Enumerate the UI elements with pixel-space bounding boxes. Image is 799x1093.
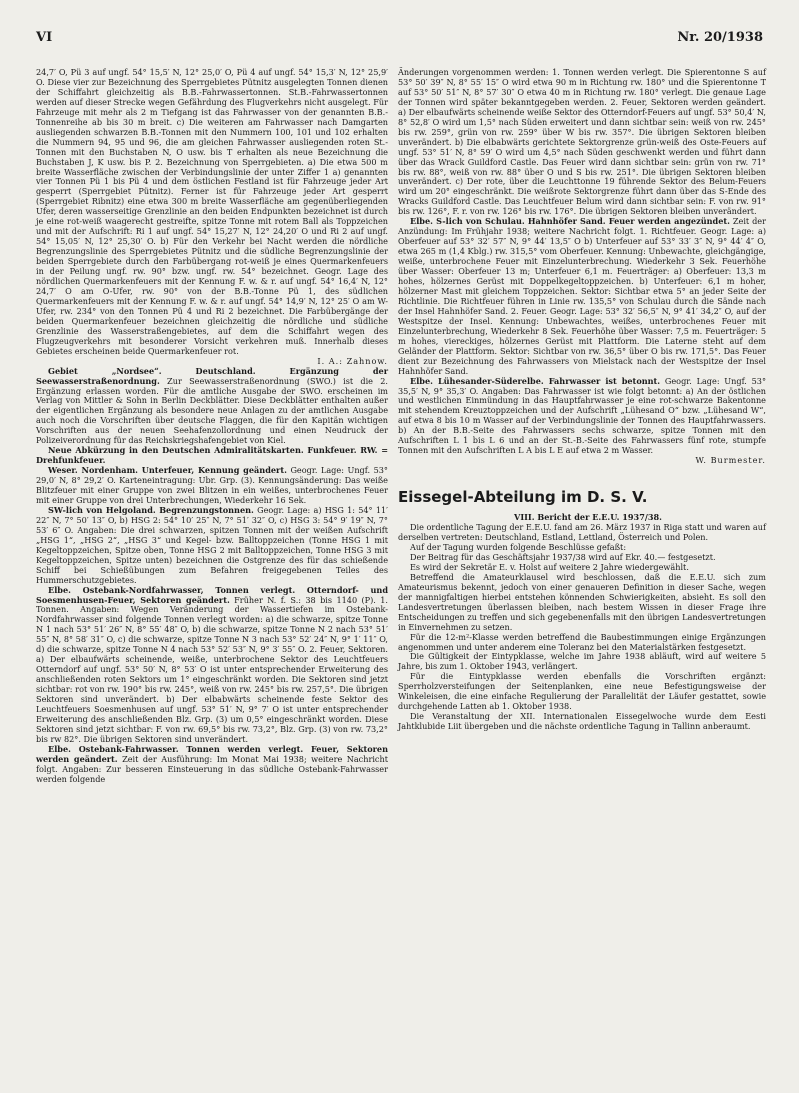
paragraph: Für die Eintypklasse werden ebenfalls die Vorschriften ergänzt: Sperrholzversteifungen der Seitenplanken, eine neue Befestigungsweise der Winkeleisen, die eine einfache Regulierung der Parallelität der Läufer gestattet, sowie durchgehende Latten ab 1. Oktober 1938.	[398, 671, 766, 712]
notice	[36, 466, 388, 506]
notice-body: Geogr. Lage: Ungf. 53° 29,0′ N, 8° 29,2′ O. Karteneintragung: Ubr. Grp. (3). Kennungsänderung: Das weiße Blitzfeuer mit einer Gruppe von zwei Blitzen in ein weißes, unterbrochenes Feuer mit einer Gruppe von drei Unterbrechungen, Wiederkehr 16 Sek.	[36, 465, 388, 505]
paragraph: Betreffend die Amateurklausel wird beschlossen, daß die E.E.U. sich zum Amateurismus bekennt, jedoch von einer genaueren Definition in dieser Sache, wegen der mannigfaltigen hierbei entstehen könnenden Schwierigkeiten, absieht. Es soll den Landesvertretungen überlassen bleiben, nach bestem Wissen in dieser Frage ihre Entscheidungen zu treffen und sich gegebenenfalls mit den übrigen Landesvertretungen in Einvernehmen zu setzen.	[398, 571, 766, 632]
notice	[398, 217, 766, 376]
paragraph: 24,7′ O, Pü 3 auf ungf. 54° 15,5′ N, 12° 25,0′ O, Pü 4 auf ungf. 54° 15,3′ N, 12° 25,9′ O. Diese vier zur Bezeichnung des Sperrgebietes Pütnitz ausgelegten Tonnen dienen der Schiffahrt gleichzeitig als B.B.-Fahrwassertonnen. St.B.-Fahrwassertonnen werden auf dieser Strecke wegen Gefährdung des Flugverkehrs nicht ausgelegt. Für Fahrzeuge mit mehr als 2 m Tiefgang ist das Fahrwasser von der genannten B.B.-Tonnenreihe ab bis 30 m breit. c) Die weiteren am Fahrwasser nach Damgarten ausliegenden schwarzen B.B.-Tonnen mit den Nummern 100, 101 und 102 erhalten die Nummern 94, 95 und 96, die am gleichen Fahrwasser ausliegenden roten St.-Tonnen mit den Buchstaben N, O usw. bis T erhalten als neue Bezeichnung die Buchstaben J, K usw. bis P. 2. Bezeichnung von Sperrgebieten. a) Die etwa 500 m breite Wasserfläche zwischen der Verbindungslinie der unter Ziffer 1 a) genannten vier Tonnen Pü 1 bis Pü 4 und dem östlichen Festland ist für Fahrzeuge jeder Art gesperrt (Sperrgebiet Pütnitz). Ferner ist für Fahrzeuge jeder Art gesperrt (Sperrgebiet Ribnitz) eine etwa 300 m breite Wasserfläche am gegenüberliegenden Ufer, deren wasserseitige Grenzlinie an den beiden Endpunkten bezeichnet ist durch je eine rot-weiß waagerecht gestreifte, spitze Tonne mit rotem Ball als Toppzeichen und mit der Aufschrift: Ri 1 auf ungf. 54° 15,27′ N, 12° 24,20′ O und Ri 2 auf ungf. 54° 15,05′ N, 12° 25,30′ O. b) Für den Verkehr bei Nacht werden die nördliche Begrenzungslinie des Sperrgebietes Pütnitz und die südliche Begrenzungslinie der beiden Sperrgebiete durch den Farbübergang rot-weiß je eines Quermarkenfeuers in der Peilung ungf. rw. 90° bzw. ungf. rw. 54° bezeichnet. Geogr. Lage des nördlichen Quermarkenfeuers mit der Kennung F. w. & r. auf ungf. 54° 16,4′ N, 12° 24,7′ O am O-Ufer, rw. 90° von der B.B.-Tonne Pü 1, des südlichen Quermarkenfeuers mit der Kennung F. w. & r. auf ungf. 54° 14,9′ N, 12° 25′ O am W-Ufer, rw. 234° von den Tonnen Pü 4 und Ri 2 bezeichnet. Die Farbübergänge der beiden Quermarkenfeuer bezeichnen gleichzeitig die nördliche und südliche Grenzlinie des Wasserstraßengebietes, auf dem die Schiffahrt wegen des Flugzeugverkehrs mit besonderer Vorsicht verkehren muß. Innerhalb dieses Gebietes erscheinen beide Quermarkenfeuer rot.	[36, 67, 388, 356]
notice-heading: Weser. Nordenham. Unterfeuer, Kennung geändert.	[48, 465, 287, 476]
paragraph: Auf der Tagung wurden folgende Beschlüsse gefaßt:	[410, 541, 627, 552]
signature: I. A.: Zahnow.	[317, 355, 388, 366]
notice-body: Geogr. Lage: Ungf. 53° 35,5′ N, 9° 35,3′ O. Angaben: Das Fahrwasser ist wie folgt betonnt: a) An der östlichen und westlichen Einmündung in das Hauptfahrwasser je eine rot-schwarze Bakentonne mit stehendem Kreuztoppzeichen und der Aufschrift „Lühesand O“ bzw. „Lühesand W“, auf etwa 8 bis 10 m Wasser auf der Verbindungslinie der Tonnen des Hauptfahrwassers. b) An der B.B.-Seite des Fahrwassers sechs schwarze, spitze Tonnen mit den Aufschriften L 1 bis L 6 und an der St.-B.-Seite des Fahrwassers fünf rote, stumpfe Tonnen mit den Aufschriften L A bis L E auf etwa 2 m Wasser.	[398, 375, 767, 456]
notice-heading: SW-lich von Helgoland. Begrenzungstonnen.	[48, 504, 254, 515]
notice-heading: Neue Abkürzung in den Deutschen Admiralitätskarten. Funkfeuer. RW. = Drehfunkfeuer.	[36, 445, 388, 466]
notice-heading: Elbe. Lühesander-Süderelbe. Fahrwasser ist betonnt.	[410, 375, 661, 386]
report-subtitle: VIII. Bericht der E.E.U. 1937/38.	[514, 512, 662, 523]
paragraph: Der Beitrag für das Geschäftsjahr 1937/38 wird auf Ekr. 40.— festgesetzt.	[410, 551, 716, 562]
notice-body: Zur Seewasserstraßenordnung (SWO.) ist die 2. Ergänzung erlassen worden. Für die amtliche Ausgabe der SWO. erscheinen im Verlag von Mittler & Sohn in Berlin Deckblätter. Diese Deckblätter enthalten außer der eigentlichen Ergänzung als besondere neue Anlagen zu der amtlichen Ausgabe auch noch die Vorschriften über deutsche Flaggen, die für den Kapitän wichtigen Vorschriften aus der neuen Seehafenzollordnung und einen Neudruck der Polizeiverordnung für das Reichskriegshafengebiet von Kiel.	[36, 375, 388, 446]
notice	[36, 745, 388, 785]
notice-heading: Gebiet „Nordsee“. Deutschland. Ergänzung der Seewasserstraßenordnung.	[36, 365, 388, 386]
issue-number: Nr. 20/1938	[677, 30, 763, 45]
paragraph: Für die 12-m²-Klasse werden betreffend die Baubestimmungen einige Ergänzungen angenommen und unter anderem eine Toleranz bei den Materialstärken festgesetzt.	[398, 631, 766, 652]
page-header	[36, 30, 763, 52]
notice	[36, 367, 388, 447]
notice-heading: Elbe. Ostebank-Fahrwasser. Tonnen werden verlegt. Feuer, Sektoren werden geändert.	[36, 743, 388, 764]
paragraph: Die ordentliche Tagung der E.E.U. fand am 26. März 1937 in Riga statt und waren auf derselben vertreten: Deutschland, Estland, Lettland, Österreich und Polen.	[398, 522, 766, 543]
notice-body: Geogr. Lage: a) HSG 1: 54° 11′ 22″ N, 7° 50′ 13″ O, b) HSG 2: 54° 10′ 25″ N, 7° 51′ 32″ O, c) HSG 3: 54° 9′ 19″ N, 7° 53′ 6″ O. Angaben: Die drei schwarzen, spitzen Tonnen mit der weißen Aufschrift „HSG 1“, „HSG 2“, „HSG 3“ und Kegel- bzw. Balltoppzeichen (Tonne HSG 1 mit Kegeltoppzeichen, Spitze oben, Tonne HSG 2 mit Balltoppzeichen, Tonne HSG 3 mit Kegeltoppzeichen, Spitze unten) bezeichnen die Ostgrenze des für das schießende Schiff bei Schießübungen zum Befahren freigegebenen Teiles des Hummerschutzgebietes.	[36, 504, 388, 585]
signature: W. Burmester.	[695, 455, 766, 466]
notice	[36, 446, 388, 466]
notice-heading: Elbe. Ostebank-Nordfahrwasser, Tonnen verlegt. Otterndorf- und Soesmenhusen-Feuer, Sektoren geändert.	[36, 584, 388, 605]
paragraph: Die Veranstaltung der XII. Internationalen Eissegelwoche wurde dem Eesti Jahtklubide Liit übergeben und die nächste ordentliche Tagung in Tallinn anberaumt.	[398, 711, 766, 732]
page-number: VI	[36, 30, 53, 45]
right-column	[398, 68, 766, 732]
notice	[398, 377, 766, 457]
notice-body: Zeit der Ausführung: Im Monat Mai 1938; weitere Nachricht folgt. Angaben: Zur besseren Einsteuerung in das südliche Ostebank-Fahrwasser werden folgende	[36, 753, 388, 784]
section-title: Eissegel-Abteilung im D. S. V.	[398, 488, 648, 507]
notice-body: Zeit der Anzündung: Im Frühjahr 1938; weitere Nachricht folgt. 1. Richtfeuer. Geogr. Lage: a) Oberfeuer auf 53° 32′ 57″ N, 9° 44′ 13,5″ O b) Unterfeuer auf 53° 33′ 3″ N, 9° 44′ 4″ O, etwa 265 m (1,4 Kblg.) rw. 315,5° vom Oberfeuer. Kennung: Unbewachte, gleichgängige, weiße, unterbrochene Feuer mit Einzelunterbrechung. Wiederkehr 3 Sek. Feuerhöhe über Wasser: Oberfeuer 13 m; Unterfeuer 6,1 m. Feuerträger: a) Oberfeuer: 13,3 m hohes, hölzernes Gerüst mit Doppelkegeltoppzeichen. b) Unterfeuer: 6,1 m hoher, hölzerner Mast mit gleichem Toppzeichen. Sektor: Sichtbar etwa 5° an jeder Seite der Richtlinie. Die Richtfeuer führen in Linie rw. 135,5° von Schulau durch die Sände nach der Insel Hahnhöfer Sand. 2. Feuer. Geogr. Lage: 53° 32′ 56,5″ N, 9° 41′ 34,2″ O, auf der Westspitze der Insel. Kennung: Unbewachtes, weißes, unterbrochenes Feuer mit Einzelunterbrechung, Wiederkehr 8 Sek. Feuerhöhe über Wasser: 7,5 m. Feuerträger: 5 m hohes, viereckiges, hölzernes Gerüst mit Plattform. Die Laterne steht auf dem Geländer der Plattform. Sektor: Sichtbar von rw. 36,5° über O bis rw. 171,5°. Das Feuer dient zur Bezeichnung des Fahrwassers von Mielstack nach der Westspitze der Insel Hahnhöfer Sand.	[398, 216, 766, 376]
notice-body: Früher N. f. S.: 38 bis 1140 (P). 1. Tonnen. Angaben: Wegen Veränderung der Wassertiefen im Ostebank-Nordfahrwasser sind folgende Tonnen verlegt worden: a) die schwarze, spitze Tonne N 1 nach 53° 51′ 26″ N, 8° 55′ 48″ O, b) die schwarze, spitze Tonne N 2 nach 53° 51′ 55″ N, 8° 58′ 31″ O, c) die schwarze, spitze Tonne N 3 nach 53° 52′ 24″ N, 9° 1′ 11″ O, d) die schwarze, spitze Tonne N 4 nach 53° 52′ 53″ N, 9° 3′ 55″ O. 2. Feuer, Sektoren. a) Der elbaufwärts scheinende, weiße, unterbrochene Sektor des Leuchtfeuers Otterndorf auf ungf. 53° 50′ N, 8° 53′ O ist unter entsprechender Erweiterung des anschließenden roten Sektors um 1° eingeschränkt worden. Die Sektoren sind jetzt sichtbar: rot von rw. 190° bis rw. 245°, weiß von rw. 245° bis rw. 257,5°. Die übrigen Sektoren sind unverändert. b) Der elbabwärts scheinende feste Sektor des Leuchtfeuers Soesmenhusen auf ungf. 53° 51′ N, 9° 7′ O ist unter entsprechender Erweiterung des anschließenden Blz. Grp. (3) um 0,5° eingeschränkt worden. Diese Sektoren sind jetzt sichtbar: F. von rw. 69,5° bis rw. 73,2°, Blz. Grp. (3) von rw. 73,2° bis rw 82°. Die übrigen Sektoren sind unverändert.	[36, 594, 388, 744]
notice	[36, 506, 388, 586]
paragraph: Die Gültigkeit der Eintypklasse, welche im Jahre 1938 abläuft, wird auf weitere 5 Jahre, bis zum 1. Oktober 1943, verlängert.	[398, 651, 766, 672]
notice-heading: Elbe. S-lich von Schulau. Hahnhöfer Sand. Feuer werden angezündet.	[410, 216, 730, 227]
paragraph: Änderungen vorgenommen werden: 1. Tonnen werden verlegt. Die Spierentonne S auf 53° 50′ 39″ N, 8° 55′ 15″ O wird etwa 90 m in Richtung rw. 180° und die Spierentonne T auf 53° 50′ 51″ N, 8° 57′ 30″ O etwa 40 m in Richtung rw. 180° verlegt. Die genaue Lage der Tonnen wird später bekanntgegeben werden. 2. Feuer, Sektoren werden geändert. a) Der elbaufwärts scheinende weiße Sektor des Otterndorf-Feuers auf ungf. 53° 50,4′ N, 8° 52,8′ O wird um 1,5° nach Süden erweitert und dann sichtbar sein: weiß von rw. 245° bis rw. 259°, grün von rw. 259° über W bis rw. 357°. Die übrigen Sektoren bleiben unverändert. b) Die elbabwärts gerichtete Sektorgrenze grün-weiß des Oste-Feuers auf ungf. 53° 51′ N, 8° 59′ O wird um 4,5° nach Süden geschwenkt werden und führt dann über das Wrack Guildford Castle. Das Feuer wird dann sichtbar sein: grün von rw. 71° bis rw. 88°, weiß von rw. 88° über O und S bis rw. 251°. Die übrigen Sektoren bleiben unverändert. c) Der rote, über die Leuchttonne 19 führende Sektor des Belum-Feuers wird um 20° eingeschränkt. Die weißrote Sektorgrenze führt dann über das S-Ende des Wracks Guildford Castle. Das Leuchtfeuer Belum wird dann sichtbar sein: F. von rw. 91° bis rw. 126°, F. r. von rw. 126° bis rw. 176°. Die übrigen Sektoren bleiben unverändert.	[398, 67, 766, 217]
paragraph: Es wird der Sekretär E. v. Holst auf weitere 2 Jahre wiedergewählt.	[410, 561, 689, 572]
left-column	[36, 68, 388, 785]
notice	[36, 586, 388, 745]
